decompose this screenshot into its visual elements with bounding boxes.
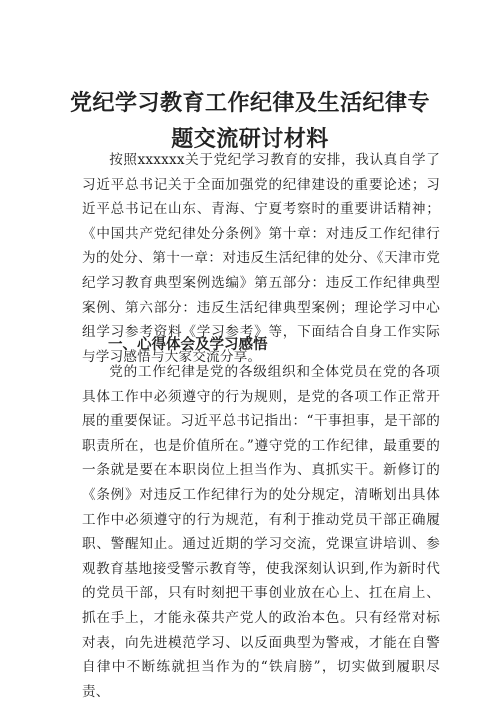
section-heading: 一、心得体会及学习感悟 <box>108 337 268 353</box>
body-paragraph: 党的工作纪律是党的各级组织和全体党员在党的各项具体工作中必须遵守的行为规则，是党的各项工作正常开展的重要保证。习近平总书记指出：“干事担事，是干部的职责所在，也是价值所在。”遵守党的工作纪律，最重要的一条就是要在本职岗位上担当作为、真抓实干。新修订的《条例》对违反工作纪律行为的处分规定，清晰划出具体工作中必须遵守的行为规范，有利于推动党员干部正确履职、警醒知止。通过近期的学习交流，党课宣讲培训、参观教育基地接受警示教育等，使我深刻认识到,作为新时代的党员干部，只有时刻把干事创业放在心上、扛在肩上、抓在手上，才能永葆共产党人的政治本色。只有经常对标对表，向先进模范学习、以反面典型为警戒，才能在自警自律中不断练就担当作为的“铁肩膀”，切实做到履职尽责、 <box>82 364 440 700</box>
intro-paragraph: 按照xxxxxx关于党纪学习教育的安排，我认真自学了习近平总书记关于全面加强党的纪律建设的重要论述；习近平总书记在山东、青海、宁夏考察时的重要讲话精神；《中国共产党纪律处分条例》第十章：对违反工作纪律行为的处分、第十一章：对违反生活纪律的处分、《天津市党纪学习教育典型案例选编》第五部分：违反工作纪律典型案例、第六部分：违反生活纪律典型案例；理论学习中心组学习参考资料《学习参考》等，下面结合自身工作实际与学习感悟与大家交流分享。 <box>82 152 440 365</box>
document-title: 党纪学习教育工作纪律及生活纪律专题交流研讨材料 <box>69 91 430 152</box>
